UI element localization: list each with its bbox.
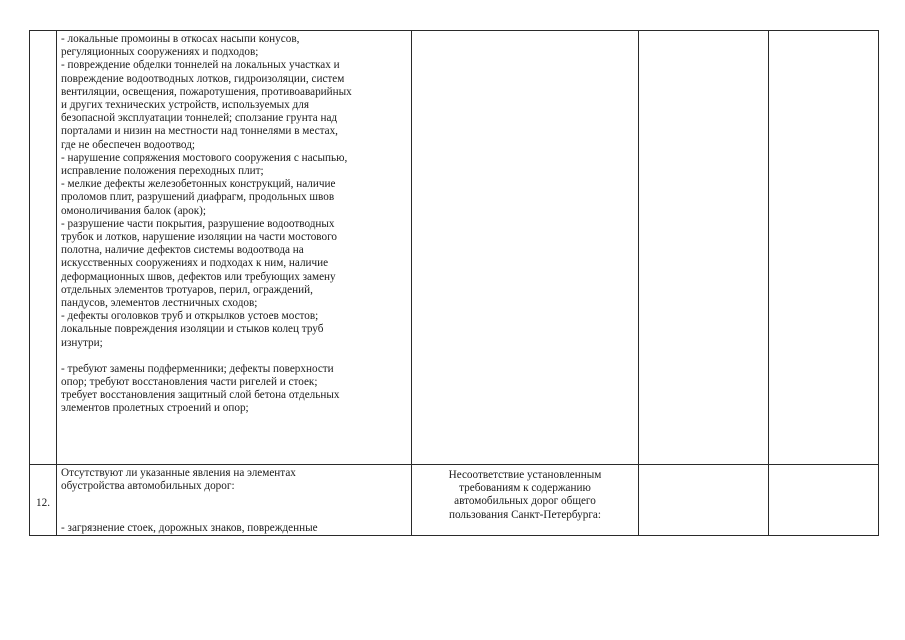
description-line: регуляционных сооружениях и подходов; xyxy=(61,46,259,59)
description-line: отдельных элементов тротуаров, перил, ограждений, xyxy=(61,283,313,296)
description-line: изнутри; xyxy=(61,336,103,349)
description-line: - нарушение сопряжения мостового сооружения с насыпью, xyxy=(61,151,348,164)
description-line: - повреждение обделки тоннелей на локальных участках и xyxy=(61,59,340,72)
description-line: локальные повреждения изоляции и стыков колец труб xyxy=(61,323,324,336)
description-line: трубок и лотков, нарушение изоляции на части мостового xyxy=(61,231,337,244)
description-line: и других технических устройств, используемых для xyxy=(61,99,309,112)
requirement-line: автомобильных дорог общего xyxy=(454,495,596,508)
description-line: деформационных швов, дефектов или требующих замену xyxy=(61,270,336,283)
description-line: - загрязнение стоек, дорожных знаков, поврежденные xyxy=(61,521,318,534)
extra-cell-a xyxy=(639,465,769,536)
description-line: безопасной эксплуатации тоннелей; сползание грунта над xyxy=(61,112,338,125)
description-line: проломов плит, разрушений диафрагм, продольных швов xyxy=(61,191,335,204)
requirement-line: пользования Санкт-Петербурга: xyxy=(448,508,601,521)
extra-cell-b xyxy=(769,465,879,536)
description-line: искусственных сооружениях и подходах к ним, наличие xyxy=(61,257,329,270)
table-row xyxy=(30,465,879,536)
row-number-cell: 12. xyxy=(30,465,57,536)
description-line: опор; требуют восстановления части ригелей и стоек; xyxy=(61,376,318,389)
description-cell xyxy=(57,465,412,536)
description-line: полотна, наличие дефектов системы водоотвода на xyxy=(61,244,304,257)
description-line: обустройства автомобильных дорог: xyxy=(61,480,235,493)
description-line: - мелкие дефекты железобетонных конструкций, наличие xyxy=(61,178,336,191)
description-line: - разрушение части покрытия, разрушение водоотводных xyxy=(61,217,335,230)
extra-cell-b xyxy=(769,31,879,465)
table-row xyxy=(30,31,879,465)
description-line: где не обеспечен водоотвод; xyxy=(61,138,196,151)
requirement-cell xyxy=(412,465,639,536)
description-line: - требуют замены подферменники; дефекты поверхности xyxy=(61,362,334,375)
requirement-line: Несоответствие установленным xyxy=(448,469,602,481)
requirement-cell xyxy=(412,31,639,465)
description-line: исправление положения переходных плит; xyxy=(61,165,264,178)
description-line: порталами и низин на местности над тоннелями в местах, xyxy=(61,125,338,138)
description-line: требует восстановления защитный слой бетона отдельных xyxy=(61,389,340,402)
description-line: - дефекты оголовков труб и открылков устоев мостов; xyxy=(61,310,319,323)
requirement-line: требованиям к содержанию xyxy=(459,482,591,495)
description-line: - локальные промоины в откосах насыпи конусов, xyxy=(61,33,300,45)
description-line: вентиляции, освещения, пожаротушения, противоаварийных xyxy=(61,85,352,98)
requirements-table xyxy=(29,30,879,536)
description-line: элементов пролетных строений и опор; xyxy=(61,402,249,415)
paragraph-gap xyxy=(61,350,407,363)
description-line: омоноличивания балок (арок); xyxy=(61,204,207,217)
description-line: повреждение водоотводных лотков, гидроизоляции, систем xyxy=(61,72,345,85)
description-line: пандусов, элементов лестничных сходов; xyxy=(61,297,258,310)
description-line: Отсутствуют ли указанные явления на элементах xyxy=(61,467,296,479)
extra-cell-a xyxy=(639,31,769,465)
row-number-cell xyxy=(30,31,57,465)
description-cell xyxy=(57,31,412,465)
